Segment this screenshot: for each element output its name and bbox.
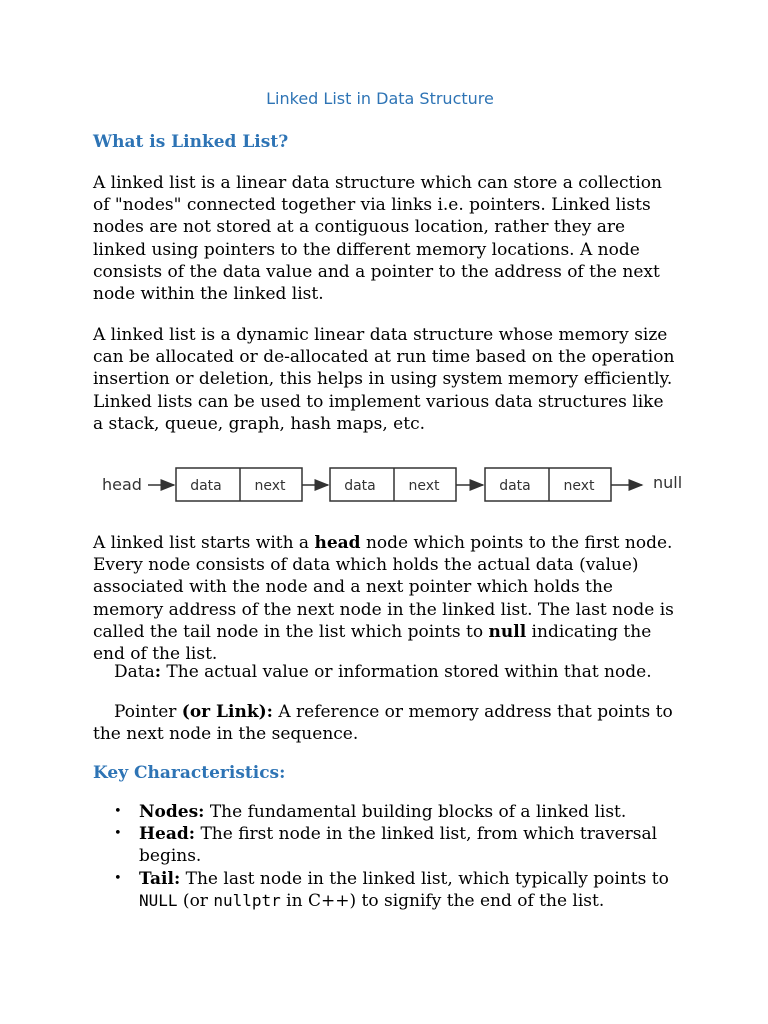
definition-pointer-bold: (or Link):: [181, 702, 273, 722]
keyword-head: head: [314, 533, 361, 553]
list-item-nodes-label: Nodes:: [139, 802, 205, 822]
paragraph-dynamic: A linked list is a dynamic linear data structure whose memory size can be allocated or de-allocated at run time based on the operation insertion or deletion, this helps in using system memory efficiently. Linked lists can be used to implement various data structures like a stack, queue, graph, hash maps, etc.: [93, 325, 675, 434]
node-2-next-label: next: [408, 478, 440, 494]
node-1-data-label: data: [190, 478, 222, 494]
definition-data-colon: :: [154, 662, 162, 682]
definition-data: [93, 661, 678, 683]
null-label: null: [653, 473, 683, 492]
node-3: [485, 468, 611, 501]
list-item-tail-text-c: in C++) to signify the end of the list.: [280, 890, 605, 911]
paragraph-definition: A linked list is a linear data structure which can store a collection of "nodes" connected together via links i.e. pointers. Linked lists nodes are not stored at a contiguous location, rather they are linked using pointers to the different memory locations. A node consists of the data value and a pointer to the address of the next node within the linked list.: [93, 173, 662, 305]
definition-data-term: Data: [114, 662, 155, 682]
code-null: NULL: [139, 890, 178, 910]
definition-pointer-text: A reference or memory address that points to the next node in the sequence.: [93, 702, 673, 745]
list-item-tail-text-b: (or: [177, 890, 214, 911]
definition-data-text: The actual value or information stored within that node.: [161, 662, 652, 682]
bullet-icon: •: [114, 870, 122, 886]
definition-pointer-term: Pointer: [114, 702, 182, 722]
node-2: [330, 468, 456, 501]
linked-list-diagram: [100, 462, 690, 508]
node-1: [176, 468, 302, 501]
node-2-data-label: data: [344, 478, 376, 494]
list-item-head: [93, 823, 673, 867]
list-item-nodes: [93, 801, 673, 823]
paragraph-head-tail: [93, 532, 678, 665]
node-1-next-label: next: [254, 478, 286, 494]
paragraph-head-tail-text-3: indicating the end of the list.: [93, 621, 652, 665]
list-item-head-text: The first node in the linked list, from which traversal begins.: [139, 824, 658, 867]
paragraph-head-tail-text-1: A linked list starts with a: [93, 533, 315, 553]
keyword-null: null: [488, 621, 527, 642]
list-item-tail: [93, 868, 673, 912]
bullet-icon: •: [114, 826, 122, 842]
node-3-next-label: next: [563, 478, 595, 494]
characteristics-list: [93, 801, 673, 912]
definition-pointer: [93, 701, 678, 745]
document-title: Linked List in Data Structure: [266, 89, 494, 108]
list-item-head-label: Head:: [139, 824, 196, 845]
node-3-data-label: data: [499, 478, 531, 494]
list-item-tail-text-a: The last node in the linked list, which typically points to: [180, 868, 669, 889]
list-item-tail-label: Tail:: [139, 868, 181, 889]
code-nullptr: nullptr: [213, 890, 281, 910]
section-heading-what-is-linked-list: What is Linked List?: [93, 132, 289, 152]
paragraph-head-tail-text-2: node which points to the first node. Every node consists of data which holds the actual data (value) associated with the node and a next pointer which holds the memory address of the next node in the linked list. The last node is called the tail node in the list which points to: [93, 533, 674, 642]
list-item-nodes-text: The fundamental building blocks of a linked list.: [204, 802, 627, 822]
section-heading-key-characteristics: Key Characteristics:: [93, 763, 286, 783]
head-label: head: [102, 475, 142, 494]
bullet-icon: •: [114, 804, 122, 819]
